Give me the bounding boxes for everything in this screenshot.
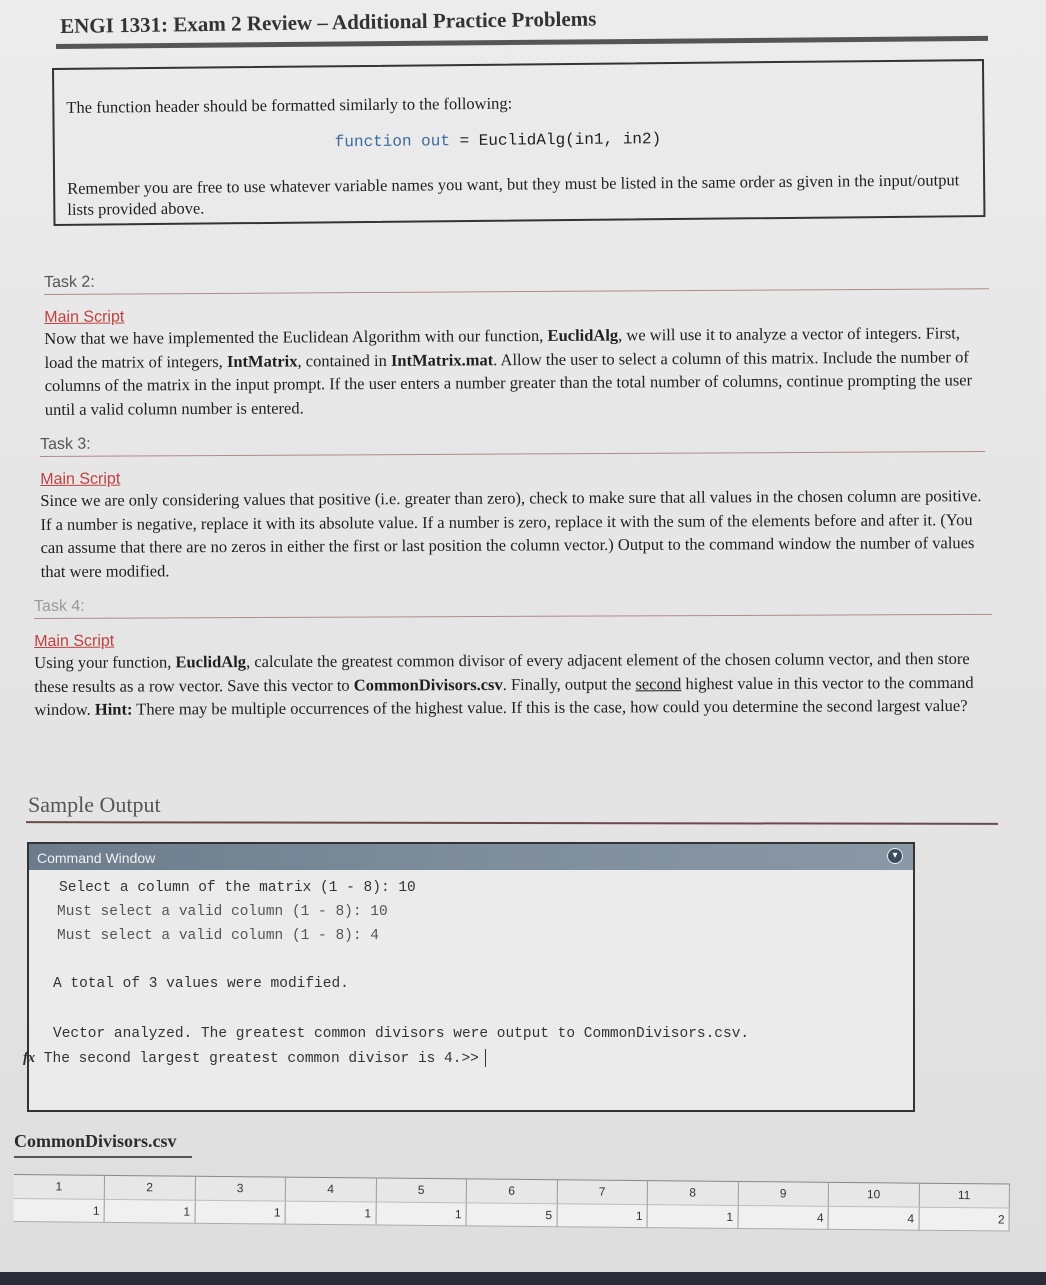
bold-euclidalg: EuclidAlg [175, 652, 247, 672]
task-3-body: Since we are only considering values that positive (i.e. greater than zero), check to make sure that all values in the chosen column are positive. If a number is negative, replace it with its absolute value. If a number is zero, replace it with the sum of the elements before and after it. (You can assume that there are no zeros in either the first or last position the column vector.) Output to the command window the number of values that were modified. [40, 486, 982, 581]
function-signature [335, 127, 971, 151]
code-rest: = EuclidAlg(in1, in2) [449, 130, 662, 151]
csv-column-header: 7 [557, 1180, 648, 1204]
title-rule [56, 36, 988, 49]
csv-column-header: 9 [738, 1181, 829, 1205]
output-line: Must select a valid column (1 - 8): 4 [57, 928, 379, 944]
bold-csv-filename: CommonDivisors.csv [353, 674, 503, 695]
function-header-box [52, 59, 985, 226]
task-4-body: Using your function, EuclidAlg, calculate the greatest common divisor of every adjacent element of the chosen column vector, and then store these results as a row vector. Save this vector to CommonDivisors.csv. Finally, output the second highest value in this vector to the command window. Hint: There may be multiple occurrences of the highest value. If this is the case, how could you determine the second largest value? [34, 648, 974, 719]
header-intro: The function header should be formatted similarly to the following: [66, 93, 513, 117]
task-2-section [44, 268, 990, 421]
header-reminder: Remember you are free to use whatever variable names you want, but they must be listed in the same order as given in the input/output lists provided above. [67, 170, 960, 220]
main-script-heading: Main Script [40, 470, 121, 488]
bottom-bar [0, 1272, 1046, 1285]
csv-rule [14, 1156, 192, 1158]
csv-cell: 1 [104, 1199, 195, 1223]
csv-heading: CommonDivisors.csv [14, 1131, 177, 1151]
csv-cell: 4 [738, 1205, 829, 1229]
fx-icon: fx [23, 1049, 36, 1066]
csv-cell: 1 [376, 1201, 467, 1225]
output-line: Must select a valid column (1 - 8): 10 [57, 904, 388, 920]
command-window-titlebar [29, 844, 913, 870]
bold-hint: Hint: [94, 699, 133, 719]
main-script-heading: Main Script [44, 308, 125, 326]
task-label: Task 2: [44, 273, 95, 291]
csv-table [14, 1174, 1010, 1232]
output-prompt-line[interactable] [23, 1049, 486, 1067]
bold-intmatrix: IntMatrix [226, 350, 298, 371]
code-keyword: function [334, 132, 412, 152]
underlined-second: second [635, 673, 682, 693]
csv-column-header: 11 [919, 1183, 1010, 1207]
csv-column-header: 5 [376, 1178, 467, 1202]
output-line: A total of 3 values were modified. [53, 976, 349, 992]
csv-cell: 5 [466, 1202, 557, 1226]
csv-column-header: 8 [647, 1181, 738, 1205]
csv-column-header: 2 [104, 1175, 195, 1199]
bold-euclidalg: EuclidAlg [547, 325, 619, 345]
command-window-title: Command Window [37, 850, 156, 866]
task-label: Task 4: [34, 597, 85, 615]
task-4-section [34, 594, 993, 722]
csv-cell: 1 [647, 1204, 738, 1228]
csv-column-header: 6 [466, 1179, 557, 1203]
csv-column-header: 3 [195, 1176, 286, 1200]
output-line: Vector analyzed. The greatest common divisors were output to CommonDivisors.csv. [53, 1026, 750, 1042]
task-label: Task 3: [40, 435, 91, 453]
output-line: Select a column of the matrix (1 - 8): 10 [59, 880, 416, 896]
bold-intmatrix-file: IntMatrix.mat [390, 349, 494, 370]
csv-column-header: 1 [14, 1175, 105, 1199]
text-cursor [485, 1049, 486, 1067]
sample-output-rule [26, 821, 998, 825]
task-3-section [40, 431, 986, 583]
csv-cell: 1 [14, 1198, 105, 1222]
document-title: ENGI 1331: Exam 2 Review – Additional Practice Problems [60, 6, 597, 38]
csv-cell: 4 [828, 1206, 919, 1230]
window-actions-icon[interactable]: ▾ [887, 848, 903, 864]
csv-cell: 1 [285, 1201, 376, 1225]
csv-column-header: 10 [828, 1182, 919, 1206]
csv-cell: 1 [557, 1203, 648, 1227]
csv-column-header: 4 [285, 1177, 376, 1201]
csv-cell: 2 [919, 1207, 1010, 1231]
code-out: out [421, 132, 451, 151]
output-line: The second largest greatest common divisor is 4.>> [43, 1050, 479, 1067]
csv-cell: 1 [195, 1200, 286, 1224]
command-window [23, 842, 915, 1112]
main-script-heading: Main Script [34, 632, 115, 650]
task-2-body: Now that we have implemented the Euclidean Algorithm with our function, EuclidAlg, we will use it to analyze a vector of integers. First, load the matrix of integers, IntMatrix, contained in IntMatrix.mat. Allow the user to select a column of this matrix. Include the number of columns of the matrix in the input prompt. If the user enters a number greater than the total number of columns, continue prompting the user until a valid column number is entered. [44, 323, 973, 419]
sample-output-heading: Sample Output [28, 792, 161, 817]
